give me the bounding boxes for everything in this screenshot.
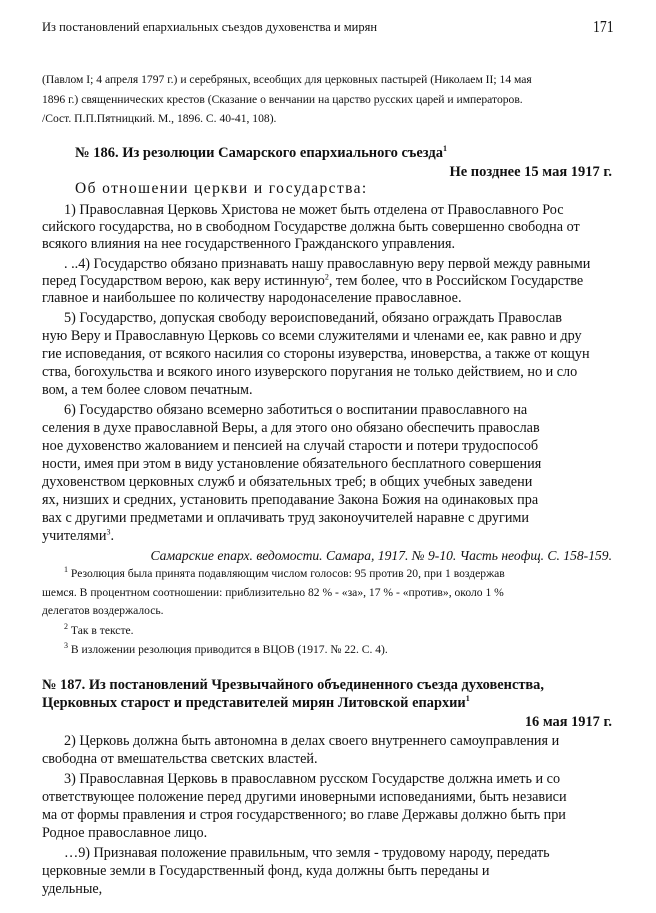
footnote-mark: 2: [324, 272, 329, 282]
doc187-date: 16 мая 1917 г.: [524, 714, 612, 730]
doc187-title-line: № 187. Из постановлений Чрезвычайного объединенного съезда духовенства,: [42, 677, 544, 693]
paragraph-line: ях, низших и средних, установить преподавание Закона Божия на одинаковых пра: [42, 492, 539, 508]
paragraph-line: ности, имея при этом в виду установление обязательного бесплатного совершения: [42, 456, 542, 472]
paragraph-line: гие исповедания, от всякого насилия со стороны изуверства, иноверства, а также от кощун: [42, 346, 590, 362]
paragraph-line: 5) Государство, допуская свободу вероисповеданий, обязано ограждать Православ: [64, 310, 563, 326]
paragraph-line: духовенством церковных служб и обязательных треб; в общих учебных заведени: [42, 474, 533, 490]
page-number: 171: [592, 17, 614, 36]
footnote-line: делегатов воздержалось.: [42, 604, 164, 617]
source-citation: Самарские епарх. ведомости. Самара, 1917. № 9-10. Часть неофщ. С. 158-159.: [150, 548, 612, 563]
footnote: $^2$ Так в тексте.: [64, 622, 134, 637]
paragraph-line: Родное православное лицо.: [42, 825, 208, 841]
paragraph-line: сийского государства, но в свободном Государстве должна быть совершенно свободна от: [42, 219, 580, 235]
intro-line: (Павлом I; 4 апреля 1797 г.) и серебряных, всеобщих для церковных пастырей (Николаем II; 14 мая: [42, 73, 532, 86]
paragraph-line: ную Веру и Православную Церковь со всеми служителями и членами ее, как равно и дру: [42, 328, 582, 344]
intro-line: /Сост. П.П.Пятницкий. М., 1896. С. 40-41, 108).: [42, 112, 277, 125]
footnote-mark: 3: [106, 527, 111, 537]
footnote: $^1$ Резолюция была принята подавляющим числом голосов: 95 против 20, при 1 воздержав: [64, 565, 505, 580]
doc186-title: № 186. Из резолюции Самарского епархиального съезда$^1$: [75, 144, 447, 161]
paragraph-line: всякого влияния на нее государственного Гражданского управления.: [42, 236, 456, 252]
paragraph-line: 2) Церковь должна быть автономна в делах своего внутреннего самоуправления и: [64, 733, 560, 749]
running-header: Из постановлений епархиальных съездов духовенства и мирян: [42, 20, 378, 34]
paragraph-line: вом, а тем более словом печатным.: [42, 382, 253, 398]
intro-line: 1896 г.) священнических крестов (Сказание о венчании на царство русских царей и императоров.: [42, 93, 523, 106]
paragraph-line: 6) Государство обязано всемерно заботиться о воспитании православного на: [64, 402, 528, 418]
paragraph-line: ответствующее положение перед другими иноверными исповеданиями, быть независи: [42, 789, 567, 805]
paragraph-line: ное духовенство жалованием и пенсией на случай старости и потери трудоспособ: [42, 438, 539, 454]
paragraph-line: вах с другими предметами и оплачивать труд законоучителей наравне с другими: [42, 510, 529, 526]
paragraph-line: главное и наибольшее по количеству народонаселение православное.: [42, 290, 462, 306]
paragraph-line: удельные,: [42, 881, 103, 897]
footnote: $^3$ В изложении резолюция приводится в ВЦОВ (1917. № 22. С. 4).: [64, 641, 388, 656]
footnote-mark: 1: [465, 694, 470, 704]
paragraph-line: свободна от вмешательства светских властей.: [42, 751, 318, 767]
paragraph-line: …9) Признавая положение правильным, что земля - трудовому народу, передать: [64, 845, 550, 861]
paragraph-line: 3) Православная Церковь в православном русском Государстве должна иметь и со: [64, 771, 561, 787]
paragraph-line: ма от формы правления и строя государственного; во главе Державы должно быть при: [42, 807, 566, 823]
footnote-line: шемся. В процентном соотношении: приблизительно 82 % - «за», 17 % - «против», около 1 %: [42, 586, 504, 599]
doc187-title-line: Церковных старост и представителей мирян Литовской епархии$^1$: [42, 694, 470, 711]
footnote-mark: 1: [442, 144, 447, 154]
paragraph-line: . ..4) Государство обязано признавать нашу православную веру первой между равными: [64, 256, 591, 272]
paragraph-line: селения в духе православной Веры, а для этого оно обязано обеспечить православ: [42, 420, 540, 436]
paragraph-line: перед Государством верою, как веру истинную$^2$, тем более, что в Российском Государстве: [42, 272, 584, 289]
paragraph-line: церковные земли в Государственный фонд, куда должны быть переданы и: [42, 863, 490, 879]
doc186-date: Не позднее 15 мая 1917 г.: [449, 164, 612, 180]
paragraph-line: ства, богохульства и всякого иного изуверского поругания не только действием, но и сло: [42, 364, 578, 380]
paragraph-line: 1) Православная Церковь Христова не может быть отделена от Православного Рос: [64, 202, 564, 218]
doc186-subtitle: Об отношении церкви и государства:: [75, 180, 368, 197]
paragraph-line: учителями$^3$.: [42, 527, 115, 544]
